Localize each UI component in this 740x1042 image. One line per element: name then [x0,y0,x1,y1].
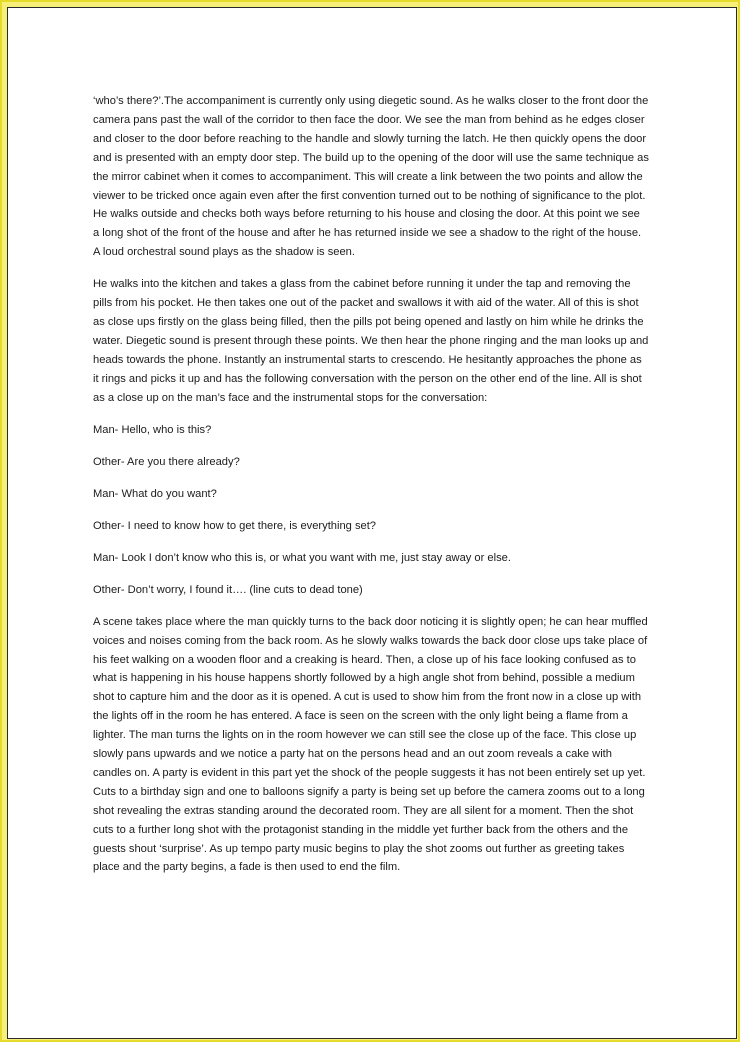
paragraph-kitchen-scene: He walks into the kitchen and takes a glass from the cabinet before running it under the tap and removing the pills from his pocket. He then takes one out of the packet and swallows it with aid of the water. All of this is shot as close ups firstly on the glass being filled, then the pills pot being opened and lastly on him while he drinks the water. Diegetic sound is present through these points. We then hear the phone ringing and the man looks up and heads towards the phone. Instantly an instrumental starts to crescendo. He hesitantly approaches the phone as it rings and picks it up and has the following conversation with the person on the other end of the line. All is shot as a close up on the man’s face and the instrumental stops for the conversation: [93,278,649,404]
dialogue-line-2: Other- Are you there already? [93,455,240,468]
dialogue-line-5: Man- Look I don’t know who this is, or what you want with me, just stay away or else. [93,551,511,564]
dialogue-line-6: Other- Don’t worry, I found it…. (line cuts to dead tone) [93,583,363,596]
dialogue-line-3: Man- What do you want? [93,487,217,500]
dialogue-line-4: Other- I need to know how to get there, is everything set? [93,519,377,532]
paragraph-door-scene: ‘who’s there?’.The accompaniment is currently only using diegetic sound. As he walks closer to the front door the camera pans past the wall of the corridor to then face the door. We see the man from behind as he edges closer and closer to the door before reaching to the handle and slowly turning the latch. He then quickly opens the door and is presented with an empty door step. The build up to the opening of the door will use the same technique as the mirror cabinet when it comes to accompaniment. This will create a link between the two points and allow the viewer to be tricked once again even after the first convention turned out to be nothing of significance to the plot. He walks outside and checks both ways before returning to his house and closing the door. At this point we see a long shot of the front of the house and after he has returned inside we see a shadow to the right of the house. A loud orchestral sound plays as the shadow is seen. [93,95,649,259]
document-body [93,92,649,890]
dialogue-line-1: Man- Hello, who is this? [93,423,212,436]
paragraph-party-scene: A scene takes place where the man quickly turns to the back door noticing it is slightly open; he can hear muffled voices and noises coming from the back room. As he slowly walks towards the back door close ups take place of his feet walking on a wooden floor and a creaking is heard. Then, a close up of his face looking confused as to what is happening in his house happens shortly followed by a high angle shot from behind, possible a medium shot to capture him and the door as it is opened. A cut is used to show him from the front now in a close up with the lights off in the room he has entered. A face is seen on the screen with the only light being a flame from a lighter. The man turns the lights on in the room however we can still see the close up of the face. This close up slowly pans upwards and we notice a party hat on the persons head and an out zoom reveals a cake with candles on. A party is evident in this part yet the shock of the people suggests it has not been entirely set up yet. Cuts to a birthday sign and one to balloons signify a party is being set up before the camera zooms out to a long shot revealing the extras standing around the decorated room. They are all silent for a moment. Then the shot cuts to a further long shot with the protagonist standing in the middle yet further back from the others and the guests shout ‘surprise’. As up tempo party music begins to play the shot zooms out further as greeting takes place and the party begins, a fade is then used to end the film. [93,615,648,874]
